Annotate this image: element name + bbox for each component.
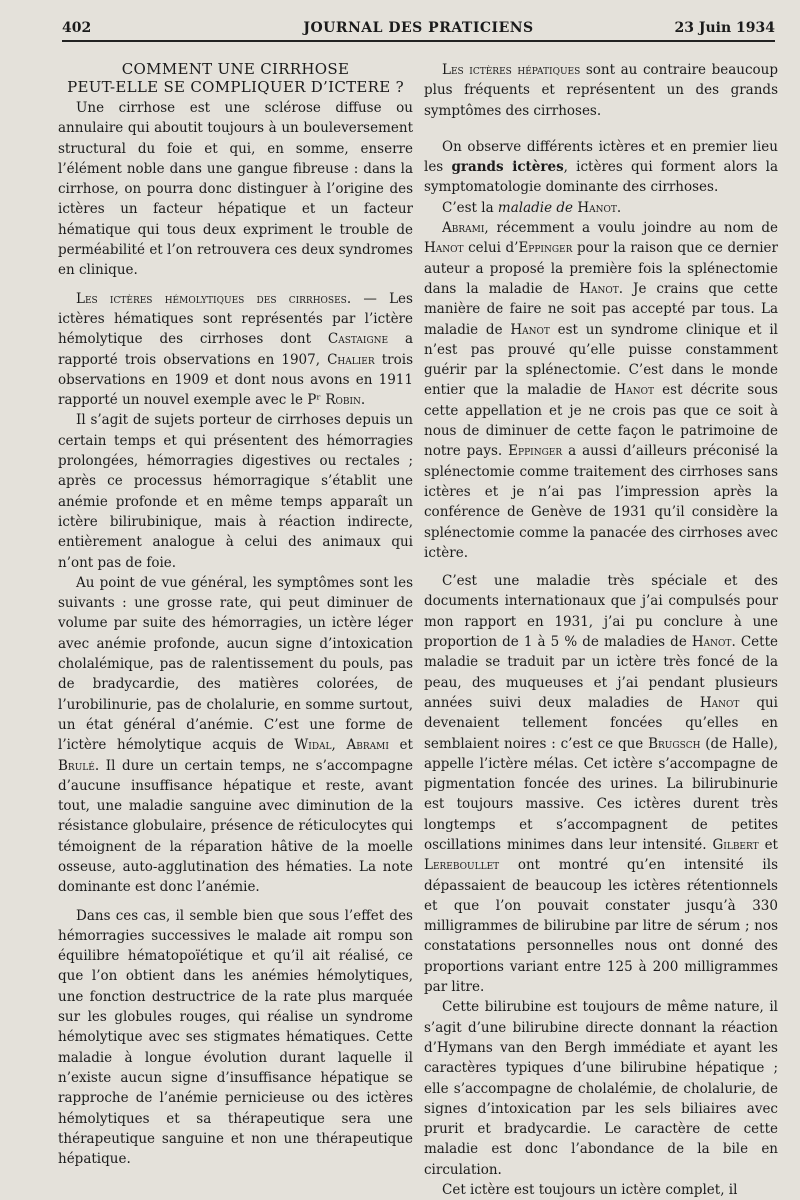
bold-grands-icteres: grands ictères — [451, 159, 564, 176]
italic-maladie-de: maladie de — [497, 199, 574, 216]
paragraph-symptomes — [58, 573, 413, 898]
text-run: est un syndrome clinique et il n’est pas prouvé qu’elle puisse constamment guérir par la splénectomie. C’est dans le monde entier que la maladie de — [424, 321, 778, 399]
text-run: . Je crains que cette manière de faire ne soit pas accepté par tous. La maladie de — [424, 280, 778, 338]
text-run: trois observations en 1909 et dont nous avons en 1911 rapporté un nouvel exemple avec le Pʳ — [58, 351, 413, 409]
text-run: . Il dure un certain temps, ne s’accompagne d’aucune insuffisance hépatique et reste, avant tout, une maladie sanguine avec diminution de la résistance globulaire, présence de réticulocytes qui témoignent de la réparation hâtive de la moelle osseuse, auto-agglutination des hématies. La note dominante est donc l’anémie. — [58, 757, 413, 896]
author-hanot: Hanot — [577, 199, 617, 216]
paragraph-sujets: Il s’agit de sujets porteur de cirrhoses depuis un certain temps et qui présentent des hémorragies prolongées, hémorragies digestives ou rectales ; après ce processus hémorragique s’établit une anémie profonde et en même temps apparaît un ictère bilirubinique, mais à réaction indirecte, entièrement analogue à celui des animaux qui n’ont pas de foie. — [58, 412, 413, 571]
journal-title: JOURNAL DES PRATICIENS — [303, 20, 534, 36]
text-run: C’est une maladie très spéciale et des documents internationaux que j’ai compulsés pour mon rapport en 1931, j’ai pu conclure à une proportion de 1 à 5 % de maladies de — [424, 573, 778, 651]
author-lereboullet: Lereboullet — [424, 857, 500, 874]
text-run: pour la raison que ce dernier auteur a proposé la première fois la splénectomie dans la maladie de — [424, 240, 778, 297]
page-header — [62, 18, 775, 42]
text-run: est décrite sous cette appellation et je ne crois pas que ce soit à nous de diminuer de cette façon le patrimoine de notre pays. — [424, 382, 778, 460]
text-run: , — [331, 737, 347, 754]
text-run: qui devenaient tellement foncées qu’elles en semblaient noires : c’est ce que — [424, 694, 778, 752]
author-robin: Robin — [325, 392, 361, 409]
author-brule: Brulé — [58, 757, 95, 774]
text-run: celui d’ — [463, 240, 519, 257]
author-gilbert: Gilbert — [712, 836, 759, 853]
text-run: On observe différents ictères et en premier lieu les — [424, 138, 778, 176]
paragraph-intro: Une cirrhose est une sclérose diffuse ou annulaire qui aboutit toujours à un bouleversement structural du foie et qui, en somme, enserre l’élément noble dans une gangue fibreuse : dans la cirrhose, on pourra donc distinguer à l’origine des ictères un facteur hépatique et un facteur hématique qui tous deux expriment le trouble de perméabilité et l’on retrouvera ces deux syndromes en clinique. — [58, 100, 413, 279]
text-run: sont au contraire beaucoup plus fréquents et représentent un des grands symptômes des cirrhoses. — [424, 62, 778, 119]
right-column — [424, 60, 778, 1200]
article-title-line-2: PEUT-ELLE SE COMPLIQUER D’ICTERE ? — [67, 78, 404, 96]
issue-date: 23 Juin 1934 — [674, 20, 775, 36]
paragraph-icteres-hemolytiques — [58, 289, 413, 411]
author-hanot: Hanot — [691, 634, 732, 651]
text-run: a rapporté trois observations en 1907, — [58, 331, 413, 368]
paragraph-ictere-complet: Cet ictère est toujours un ictère complet, il — [442, 1182, 738, 1199]
text-run: ont montré qu’en intensité ils dépassaient de beaucoup les ictères rétentionnels et que l’on pouvait constater jusqu’à 330 milligrammes de bilirubine par litre de sérum ; nos constatations personnelles nous ont donné des proportions variant entre 125 à 200 milligrammes par litre. — [424, 857, 778, 996]
text-run: et — [758, 836, 778, 853]
paragraph-maladie-speciale — [424, 571, 778, 997]
text-run: (de Halle), appelle l’ictère mélas. Cet ictère s’accompagne de pigmentation foncée des urines. La bilirubinurie est toujours massive. Ces ictères durent très longtemps et s’accompagnent de petites oscillations minimes dans leur intensité. — [424, 735, 778, 853]
author-hanot: Hanot — [614, 382, 654, 399]
section-heading-hemolytiques: Les ictères hémolytiques des cirrhoses. — — [76, 290, 377, 307]
author-chalier: Chalier — [327, 351, 375, 368]
author-abrami: Abrami — [442, 220, 485, 237]
text-run: . — [360, 392, 366, 409]
paragraph-differents-icteres — [424, 137, 778, 198]
text-run: . — [616, 199, 622, 216]
author-abrami: Abrami — [346, 737, 389, 754]
text-run: Les ictères hématiques sont représentés par l’ictère hémolytique des cirrhoses dont — [58, 290, 413, 348]
author-brugsch: Brugsch — [648, 735, 701, 752]
author-eppinger: Eppinger — [508, 443, 563, 460]
article-title-line-1: COMMENT UNE CIRRHOSE — [121, 60, 350, 78]
text-run: . Cette maladie se traduit par un ictère très foncé de la peau, des muqueuses et j’ai pendant plusieurs années suivi deux maladies de — [424, 634, 778, 711]
page-number: 402 — [62, 20, 92, 36]
author-castaigne: Castaigne — [327, 331, 389, 348]
author-hanot: Hanot — [699, 694, 740, 711]
author-hanot: Hanot — [579, 280, 619, 297]
paragraph-maladie-hanot — [424, 198, 778, 218]
author-hanot: Hanot — [424, 240, 464, 257]
paragraph-icteres-hepatiques — [424, 60, 778, 121]
text-run: a aussi d’ailleurs préconisé la splénectomie comme traitement des cirrhoses sans ictères et je n’ai pas l’impression après la conférence de Genève de 1931 qu’il considère la splénectomie comme la panacée des cirrhoses avec ictère. — [424, 443, 778, 561]
article-title — [58, 60, 413, 96]
author-hanot: Hanot — [510, 321, 550, 338]
paragraph-bilirubine: Cette bilirubine est toujours de même nature, il s’agit d’une bilirubine directe donnant la réaction d’Hymans van den Bergh immédiate et ayant les caractères typiques d’une bilirubine hépatique ; elle s’accompagne de cholalémie, de cholalurie, de signes d’intoxication par les sels biliaires avec prurit et bradycardie. Le caractère de cette maladie est donc l’abondance de la bile en circulation. — [424, 999, 778, 1178]
text-run: , récemment a voulu joindre au nom de — [484, 220, 778, 237]
section-heading-hepatiques: Les ictères hépatiques — [442, 62, 581, 78]
text-run: Au point de vue général, les symptômes sont les suivants : une grosse rate, qui peut diminuer de volume par suite des hémorragies, un ictère léger avec anémie profonde, aucun signe d’intoxication cholalémique, pas de ralentissement du pouls, pas de bradycardie, des matières colorées, de l’urobilinurie, pas de cholalurie, en somme surtout, un état général d’anémie. C’est une forme de l’ictère hémolytique acquis de — [58, 574, 413, 754]
text-run: C’est la — [442, 199, 498, 216]
text-run: , ictères qui forment alors la symptomatologie dominante des cirrhoses. — [424, 159, 778, 196]
left-column — [58, 60, 413, 1169]
paragraph-dans-ces-cas: Dans ces cas, il semble bien que sous l’effet des hémorragies successives le malade ait rompu son équilibre hématopoïétique et qu’il ait réalisé, ce que l’on obtient dans les anémies hémolytiques, une fonction destructrice de la rate plus marquée sur les globules rouges, qui réalise un syndrome hémolytique avec ses stigmates hématiques. Cette maladie à longue évolution durant laquelle il n’existe aucun signe d’insuffisance hépatique se rapproche de l’anémie pernicieuse ou des ictères hémolytiques et sa thérapeutique sera une thérapeutique sanguine et non une thérapeutique hépatique. — [58, 907, 413, 1168]
paragraph-abrami-eppinger — [424, 218, 778, 563]
author-widal: Widal — [294, 737, 332, 754]
author-eppinger: Eppinger — [518, 240, 573, 257]
text-run: et — [388, 737, 413, 754]
